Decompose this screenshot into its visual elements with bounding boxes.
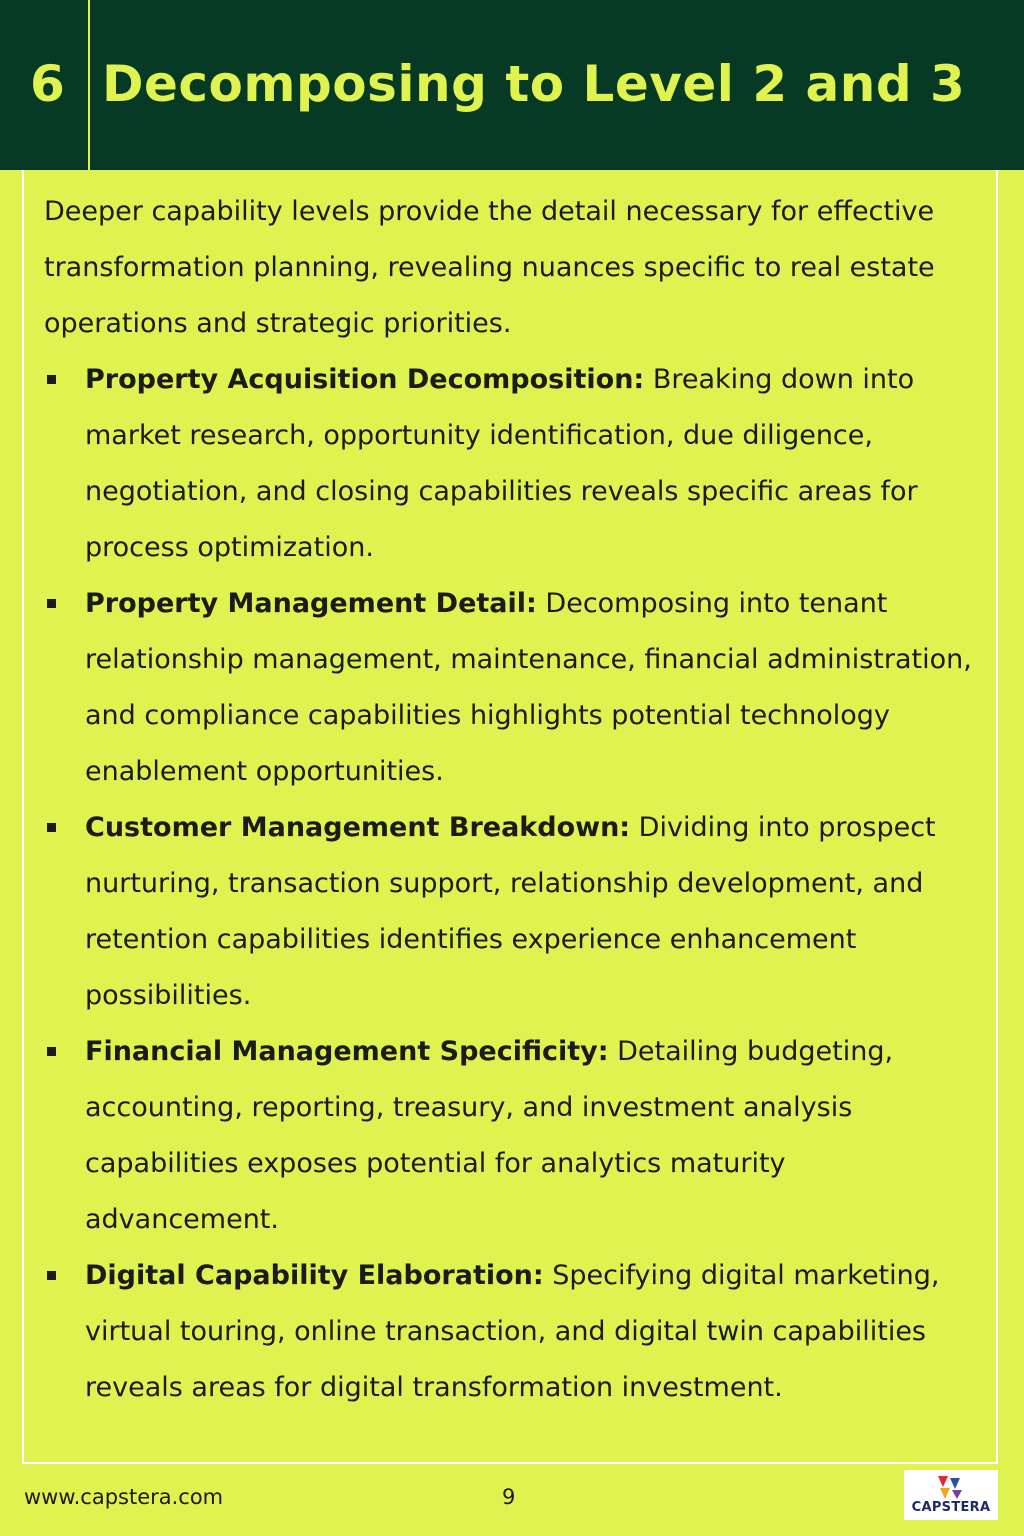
bullet-term: Customer Management Breakdown: (85, 812, 631, 843)
bullet-text: Decomposing into tenant relationship management, maintenance, financial administration, and compliance capabilities highlights potential technology enablement opportunities. (85, 588, 972, 787)
bullet-text: Specifying digital marketing, virtual touring, online transaction, and digital twin capabilities reveals areas for digital transformation investment. (85, 1260, 940, 1403)
square-bullet-icon (47, 823, 56, 832)
square-bullet-icon (47, 1047, 56, 1056)
bullet-term: Property Management Detail: (85, 588, 537, 619)
bullet-text: Breaking down into market research, opportunity identification, due diligence, negotiation, and closing capabilities reveals specific areas for process optimization. (85, 364, 918, 563)
square-bullet-icon (47, 599, 56, 608)
list-item (44, 352, 984, 576)
bullet-list (44, 352, 984, 1416)
header-divider (88, 0, 90, 170)
logo-text: CAPSTERA (911, 1500, 991, 1515)
bullet-text: Detailing budgeting, accounting, reporting, treasury, and investment analysis capabilities exposes potential for analytics maturity advancement. (85, 1036, 894, 1235)
list-item (44, 800, 984, 1024)
intro-paragraph: Deeper capability levels provide the detail necessary for effective transformation planning, revealing nuances specific to real estate operations and strategic priorities. (44, 196, 935, 339)
section-number: 6 (30, 55, 65, 113)
content-body (44, 184, 984, 1416)
logo-mark-icon (934, 1474, 968, 1500)
capstera-logo (904, 1470, 998, 1520)
list-item (44, 1248, 984, 1416)
square-bullet-icon (47, 375, 56, 384)
list-item (44, 576, 984, 800)
bullet-term: Digital Capability Elaboration: (85, 1260, 544, 1291)
page-title: Decomposing to Level 2 and 3 (102, 55, 966, 113)
page-header (0, 0, 1024, 170)
bullet-text: Dividing into prospect nurturing, transaction support, relationship development, and retention capabilities identifies experience enhancement possibilities. (85, 812, 936, 1011)
list-item (44, 1024, 984, 1248)
bullet-term: Financial Management Specificity: (85, 1036, 609, 1067)
page-number: 9 (502, 1485, 516, 1509)
square-bullet-icon (47, 1271, 56, 1280)
footer-url[interactable]: www.capstera.com (24, 1485, 224, 1509)
bullet-term: Property Acquisition Decomposition: (85, 364, 645, 395)
